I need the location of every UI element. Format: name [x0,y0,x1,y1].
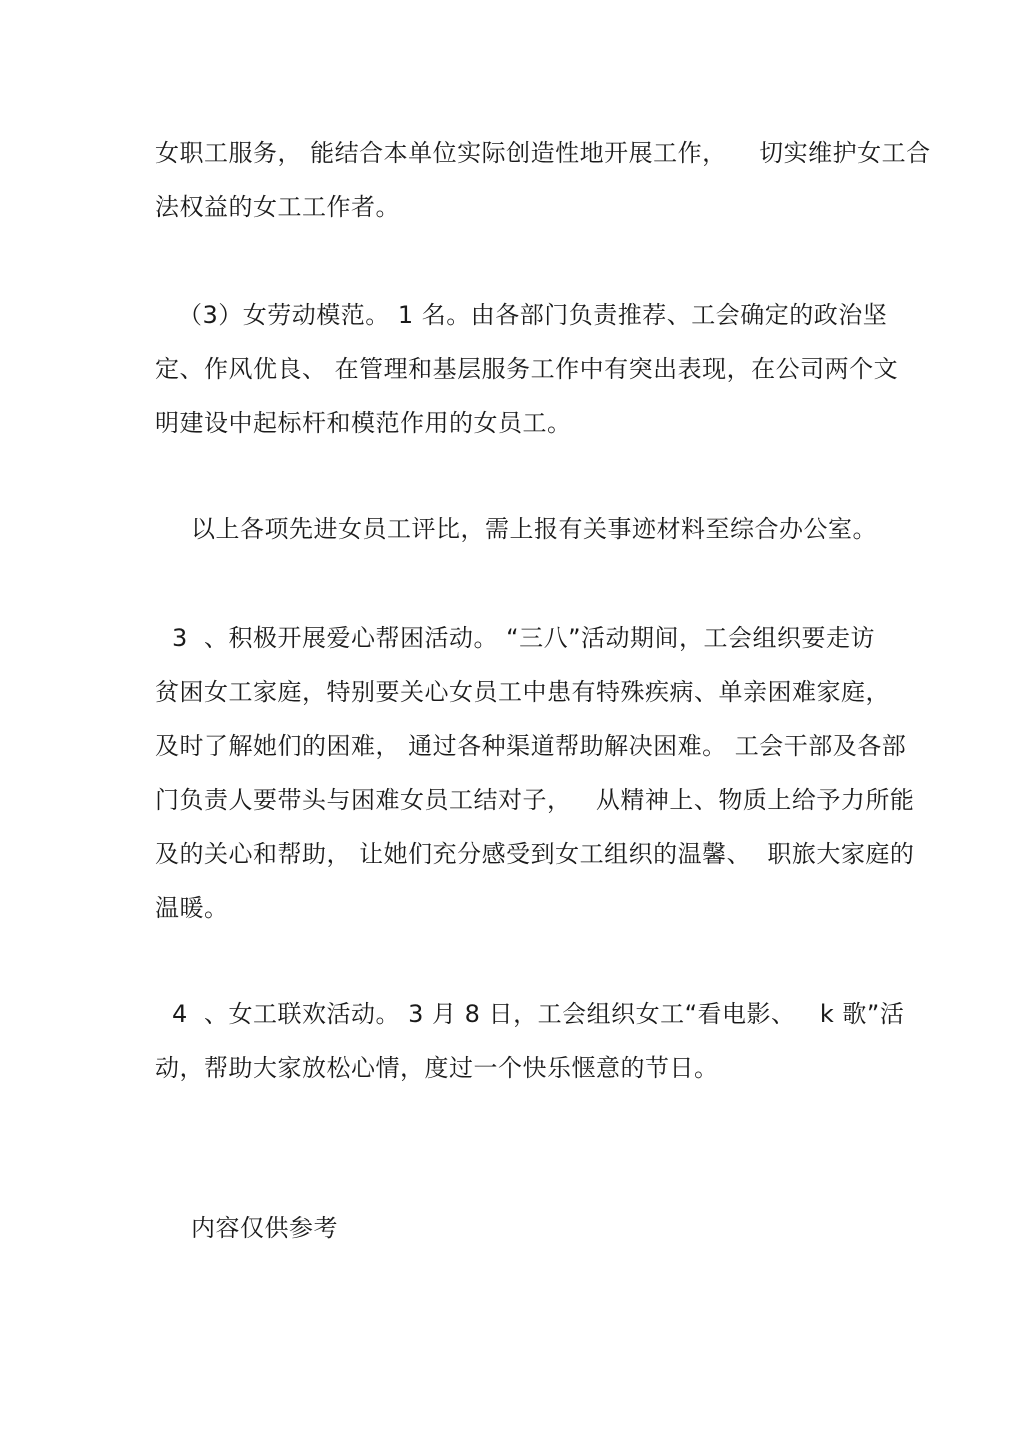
paragraph-1-line-2: 法权益的女工工作者。 [155,193,400,221]
paragraph-4-line-6: 温暖。 [155,894,229,922]
paragraph-3-line-1: 以上各项先进女员工评比，需上报有关事迹材料至综合办公室。 [191,515,877,543]
paragraph-5-line-1: 4 、女工联欢活动。 3 月 8 日，工会组织女工“看电影、 k 歌”活 [172,1000,905,1028]
paragraph-4-line-1: 3 、积极开展爱心帮困活动。 “三八”活动期间，工会组织要走访 [172,624,876,652]
paragraph-4-line-2: 贫困女工家庭，特别要关心女员工中患有特殊疾病、单亲困难家庭， [155,678,890,706]
paragraph-2-line-1: （3）女劳动模范。 1 名。由各部门负责推荐、工会确定的政治坚 [178,301,888,329]
paragraph-2-line-2: 定、作风优良、 在管理和基层服务工作中有突出表现，在公司两个文 [155,355,899,383]
paragraph-4-line-3: 及时了解她们的困难， 通过各种渠道帮助解决困难。 工会干部及各部 [155,732,907,760]
paragraph-1-line-1: 女职工服务， 能结合本单位实际创造性地开展工作， 切实维护女工合 [155,139,931,167]
paragraph-5-line-2: 动，帮助大家放松心情，度过一个快乐惬意的节日。 [155,1054,719,1082]
paragraph-4-line-4: 门负责人要带头与困难女员工结对子， 从精神上、物质上给予力所能 [155,786,915,814]
paragraph-4-line-5: 及的关心和帮助， 让她们充分感受到女工组织的温馨、 职旅大家庭的 [155,840,915,868]
footer-note: 内容仅供参考 [191,1214,338,1242]
paragraph-2-line-3: 明建设中起标杆和模范作用的女员工。 [155,409,572,437]
